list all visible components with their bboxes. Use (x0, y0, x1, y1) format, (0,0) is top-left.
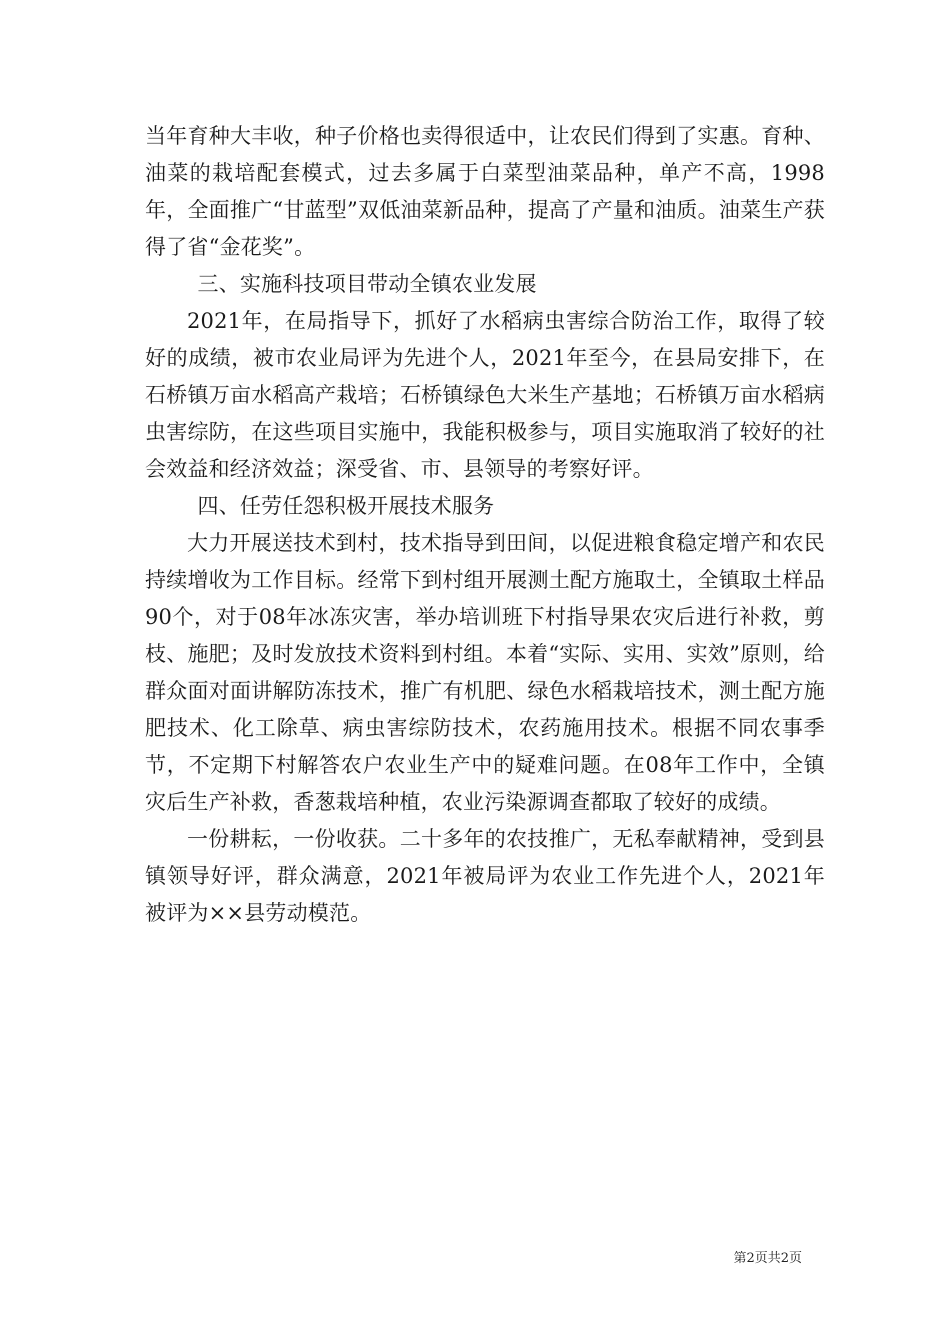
page-number: 第2页共2页 (733, 1251, 802, 1266)
paragraph-section-4: 大力开展送技术到村，技术指导到田间，以促进粮食稳定增产和农民持续增收为工作目标。经常下到村组开展测土配方施取土，全镇取土样品90个，对于08年冰冻灾害，举办培训班下村指导果农灾后进行补救，剪枝、施肥；及时发放技术资料到村组。本着“实际、实用、实效”原则，给群众面对面讲解防冻技术，推广有机肥、绿色水稻栽培技术，测土配方施肥技术、化工除草、病虫害综防技术，农药施用技术。根据不同农事季节，不定期下村解答农户农业生产中的疑难问题。在08年工作中，全镇灾后生产补救，香葱栽培种植，农业污染源调查都取了较好的成绩。 (145, 531, 825, 814)
paragraph-conclusion: 一份耕耘，一份收获。二十多年的农技推广，无私奉献精神，受到县镇领导好评，群众满意，2021年被局评为农业工作先进个人，2021年被评为××县劳动模范。 (145, 827, 825, 925)
section-heading-3: 三、实施科技项目带动全镇农业发展 (197, 272, 537, 296)
paragraph-section-3: 2021年，在局指导下，抓好了水稻病虫害综合防治工作，取得了较好的成绩，被市农业局评为先进个人，2021年至今，在县局安排下，在石桥镇万亩水稻高产栽培；石桥镇绿色大米生产基地；石桥镇万亩水稻病虫害综防，在这些项目实施中，我能积极参与，项目实施取消了较好的社会效益和经济效益；深受省、市、县领导的考察好评。 (145, 309, 825, 481)
section-heading-4: 四、任劳任怨积极开展技术服务 (197, 494, 495, 518)
paragraph-continuation: 当年育种大丰收，种子价格也卖得很适中，让农民们得到了实惠。育种、油菜的栽培配套模式，过去多属于白菜型油菜品种，单产不高，1998年，全面推广“甘蓝型”双低油菜新品种，提高了产量和油质。油菜生产获得了省“金花奖”。 (145, 124, 825, 259)
document-body (145, 118, 825, 932)
